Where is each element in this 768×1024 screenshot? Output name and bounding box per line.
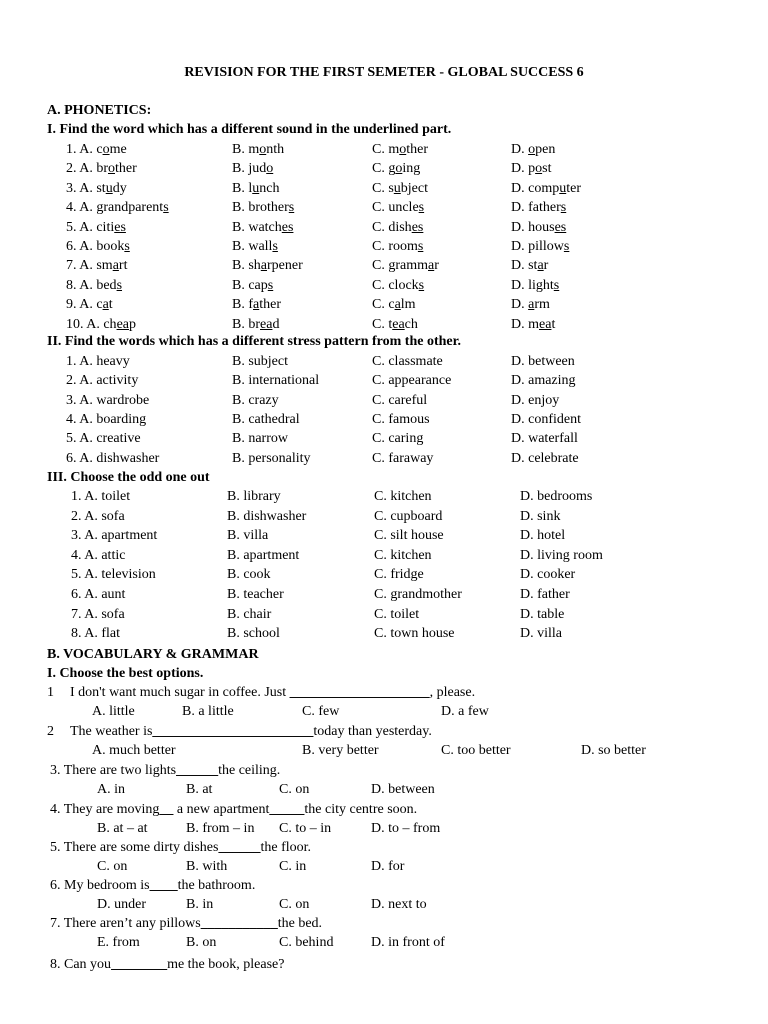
answer-option: D. bedrooms <box>520 489 593 504</box>
answer-option: C. uncles <box>372 200 425 216</box>
answer-option: B. sharpener <box>232 258 303 274</box>
answer-blank: ________ <box>111 957 168 972</box>
answer-option: 10. A. cheap <box>66 316 136 332</box>
underlined-part: o <box>266 161 274 177</box>
answer-option: B. at <box>186 782 213 797</box>
question-line <box>50 801 417 819</box>
answer-option: 3. A. study <box>66 180 127 196</box>
question-line <box>50 839 311 857</box>
answer-option: D. cooker <box>520 567 576 583</box>
underlined-part: s <box>560 200 567 216</box>
underlined-part: ea <box>116 316 129 332</box>
answer-option: B. watches <box>232 219 294 235</box>
answer-option: 5. A. creative <box>66 431 141 447</box>
underlined-part: es <box>411 219 424 235</box>
answer-option: D. waterfall <box>511 431 578 447</box>
answer-option: C. behind <box>279 935 334 950</box>
answer-option: B. month <box>232 142 285 157</box>
underlined-part: s <box>116 277 123 293</box>
answer-option: D. to – from <box>371 821 441 836</box>
answer-option: D. so better <box>581 743 646 758</box>
answer-option: D. fathers <box>511 200 567 216</box>
answer-option: C. in <box>279 859 307 874</box>
question-text: 8. Can you________me the book, please? <box>50 957 285 972</box>
answer-option: E. from <box>97 935 140 950</box>
answer-option: D. lights <box>511 277 560 293</box>
answer-blank: ______ <box>176 763 219 778</box>
answer-option: D. celebrate <box>511 450 579 466</box>
answer-option: A. little <box>92 704 135 719</box>
answer-option: C. caring <box>372 431 424 447</box>
answer-option: C. toilet <box>374 606 420 622</box>
answer-option: B. judo <box>232 161 274 177</box>
underlined-part: o <box>528 142 536 157</box>
answer-option: 1. A. come <box>66 142 127 157</box>
answer-option: B. a little <box>182 704 234 719</box>
answer-option: 6. A. dishwasher <box>66 450 160 466</box>
answer-option: 4. A. attic <box>71 547 126 563</box>
answer-option: B. very better <box>302 743 379 758</box>
underlined-part: a <box>528 297 535 313</box>
answer-option: D. arm <box>511 297 550 313</box>
underlined-part: a <box>253 297 260 313</box>
answer-option: 5. A. television <box>71 567 156 583</box>
answer-option: D. between <box>371 782 435 797</box>
question-text: 6. My bedroom is____the bathroom. <box>50 878 256 893</box>
underlined-part: s <box>267 277 274 293</box>
answer-option: B. library <box>227 489 281 504</box>
answer-option: C. to – in <box>279 821 332 836</box>
answer-option: D. meat <box>511 316 556 332</box>
answer-option: B. bread <box>232 316 280 332</box>
answer-option: C. cupboard <box>374 508 443 524</box>
question-text: 5. There are some dirty dishes______the floor. <box>50 840 312 855</box>
answer-option: B. brothers <box>232 200 295 216</box>
answer-option: 2. A. activity <box>66 373 139 389</box>
answer-blank: ___________ <box>200 916 278 931</box>
answer-option: B. narrow <box>232 431 288 447</box>
answer-option: D. in front of <box>371 935 445 950</box>
answer-option: C. rooms <box>372 239 424 254</box>
question-text: I don't want much sugar in coffee. Just ____________________, please. <box>70 685 476 700</box>
answer-option: D. a few <box>441 704 489 719</box>
answer-option: A. in <box>97 782 125 797</box>
answer-option: C. going <box>372 161 421 177</box>
answer-option: C. calm <box>372 297 416 313</box>
answer-option: D. houses <box>511 219 567 235</box>
page-title: REVISION FOR THE FIRST SEMETER - GLOBAL SUCCESS 6 <box>184 65 584 80</box>
answer-option: B. lunch <box>232 180 280 196</box>
answer-blank: _______________________ <box>152 724 314 739</box>
answer-option: D. table <box>520 606 565 622</box>
answer-blank: ______ <box>218 840 261 855</box>
answer-option: 7. A. sofa <box>71 606 125 622</box>
answer-option: D. hotel <box>520 528 566 544</box>
question-number: 1 <box>47 685 54 700</box>
answer-option: D. computer <box>511 180 581 196</box>
answer-option: 3. A. wardrobe <box>66 392 150 408</box>
answer-option: D. under <box>97 897 146 912</box>
underlined-part: es <box>114 219 126 235</box>
answer-option: C. too better <box>441 743 511 758</box>
question-text: The weather is_______________________today than yesterday. <box>70 724 432 739</box>
underlined-part: s <box>417 239 424 254</box>
answer-option: C. kitchen <box>374 489 432 504</box>
underlined-part: a <box>102 297 109 313</box>
underlined-part: ea <box>539 316 552 332</box>
answer-option: C. classmate <box>372 354 443 369</box>
answer-option: B. apartment <box>227 547 300 563</box>
answer-option: 2. A. sofa <box>71 508 125 524</box>
question-text: 7. There aren’t any pillows___________the bed. <box>50 916 323 931</box>
underlined-part: o <box>108 161 115 177</box>
answer-blank: ____ <box>149 878 178 893</box>
question-line <box>47 723 432 741</box>
answer-option: B. subject <box>232 354 288 369</box>
answer-option: B. dishwasher <box>227 508 307 524</box>
answer-option: 4. A. grandparents <box>66 200 169 216</box>
question-line <box>47 684 475 702</box>
underlined-part: s <box>418 277 425 293</box>
answer-option: C. town house <box>374 626 455 642</box>
answer-option: 2. A. brother <box>66 161 137 177</box>
answer-option: 4. A. boarding <box>66 411 147 427</box>
answer-option: C. on <box>279 782 310 797</box>
answer-option: C. mother <box>372 142 428 157</box>
answer-option: D. father <box>520 587 570 602</box>
underlined-part: a <box>537 258 544 274</box>
answer-option: C. grammar <box>372 258 439 274</box>
answer-option: B. in <box>186 897 214 912</box>
underlined-part: s <box>563 239 570 254</box>
question-text: 4. They are moving__ a new apartment_____the city centre soon. <box>50 802 418 817</box>
answer-option: 6. A. books <box>66 239 130 254</box>
underlined-part: u <box>393 180 401 196</box>
underlined-part: s <box>163 200 169 216</box>
section-b-heading: B. VOCABULARY & GRAMMAR <box>47 647 259 662</box>
answer-option: D. open <box>511 142 556 157</box>
answer-option: C. on <box>97 859 128 874</box>
answer-option: C. dishes <box>372 219 424 235</box>
underlined-part: u <box>559 180 567 196</box>
answer-option: B. cook <box>227 567 271 583</box>
answer-option: B. caps <box>232 277 274 293</box>
answer-option: B. teacher <box>227 587 284 602</box>
answer-option: C. few <box>302 704 340 719</box>
answer-option: 5. A. cities <box>66 219 126 235</box>
answer-option: 8. A. beds <box>66 277 123 293</box>
answer-option: C. careful <box>372 392 428 408</box>
phonetics-part2-heading: II. Find the words which has a different stress pattern from the other. <box>47 334 462 349</box>
answer-blank: ____________________ <box>289 685 430 700</box>
answer-option: D. sink <box>520 508 561 524</box>
answer-option: B. villa <box>227 528 269 544</box>
question-text: 3. There are two lights______the ceiling. <box>50 763 281 778</box>
answer-option: C. subject <box>372 180 429 196</box>
answer-option: C. grandmother <box>374 587 462 602</box>
answer-option: C. silt house <box>374 528 444 544</box>
answer-option: D. living room <box>520 547 603 563</box>
question-line <box>50 877 255 895</box>
answer-option: 7. A. smart <box>66 258 128 274</box>
answer-option: D. between <box>511 354 575 369</box>
underlined-part: o <box>399 142 407 157</box>
answer-option: 3. A. apartment <box>71 528 158 544</box>
answer-option: D. amazing <box>511 373 576 389</box>
answer-option: D. pillows <box>511 239 570 254</box>
answer-blank: _____ <box>269 802 305 817</box>
answer-option: B. father <box>232 297 281 313</box>
answer-option: B. on <box>186 935 217 950</box>
underlined-part: o <box>259 142 267 157</box>
answer-option: C. fridge <box>374 567 424 583</box>
answer-option: B. cathedral <box>232 411 300 427</box>
answer-option: D. post <box>511 161 552 177</box>
underlined-part: u <box>252 180 260 196</box>
underlined-part: s <box>124 239 130 254</box>
underlined-part: u <box>105 180 113 196</box>
underlined-part: a <box>112 258 119 274</box>
underlined-part: a <box>260 258 268 274</box>
question-line <box>50 956 284 974</box>
answer-option: 6. A. aunt <box>71 587 126 602</box>
answer-option: D. for <box>371 859 405 874</box>
answer-option: 1. A. heavy <box>66 354 130 369</box>
answer-option: C. famous <box>372 411 430 427</box>
section-a-heading: A. PHONETICS: <box>47 103 152 118</box>
answer-option: B. chair <box>227 606 272 622</box>
vocab-part1-heading: I. Choose the best options. <box>47 666 204 681</box>
underlined-part: ea <box>392 316 405 332</box>
answer-option: C. teach <box>372 316 418 332</box>
underlined-part: o <box>535 161 543 177</box>
answer-option: C. faraway <box>372 450 434 466</box>
answer-option: D. next to <box>371 897 427 912</box>
answer-option: B. international <box>232 373 320 389</box>
question-line <box>50 915 322 933</box>
underlined-part: es <box>281 219 294 235</box>
answer-option: D. confident <box>511 411 581 427</box>
answer-option: C. on <box>279 897 310 912</box>
odd-one-out-heading: III. Choose the odd one out <box>47 470 210 485</box>
underlined-part: s <box>272 239 278 254</box>
answer-option: B. school <box>227 626 280 642</box>
underlined-part: a <box>394 297 401 313</box>
answer-option: B. crazy <box>232 392 279 408</box>
underlined-part: s <box>288 200 295 216</box>
answer-option: C. clocks <box>372 277 425 293</box>
answer-option: B. from – in <box>186 821 255 836</box>
answer-option: A. much better <box>92 743 176 758</box>
answer-option: B. walls <box>232 239 278 254</box>
answer-option: D. villa <box>520 626 562 642</box>
answer-option: D. star <box>511 258 549 274</box>
underlined-part: ea <box>260 316 273 332</box>
underlined-part: s <box>418 200 425 216</box>
underlined-part: es <box>554 219 567 235</box>
phonetics-part1-heading: I. Find the word which has a different sound in the underlined part. <box>47 122 452 137</box>
answer-option: 9. A. cat <box>66 297 113 313</box>
answer-blank: __ <box>159 802 174 817</box>
answer-option: C. appearance <box>372 373 452 389</box>
question-number: 2 <box>47 724 54 739</box>
underlined-part: o <box>395 161 403 177</box>
underlined-part: a <box>428 258 435 274</box>
question-line <box>50 762 280 780</box>
answer-option: D. enjoy <box>511 392 560 408</box>
answer-option: 1. A. toilet <box>71 489 131 504</box>
answer-option: B. with <box>186 859 228 874</box>
underlined-part: o <box>102 142 110 157</box>
answer-option: B. at – at <box>97 821 148 836</box>
answer-option: C. kitchen <box>374 547 432 563</box>
underlined-part: s <box>553 277 560 293</box>
answer-option: 8. A. flat <box>71 626 120 642</box>
answer-option: B. personality <box>232 450 311 466</box>
